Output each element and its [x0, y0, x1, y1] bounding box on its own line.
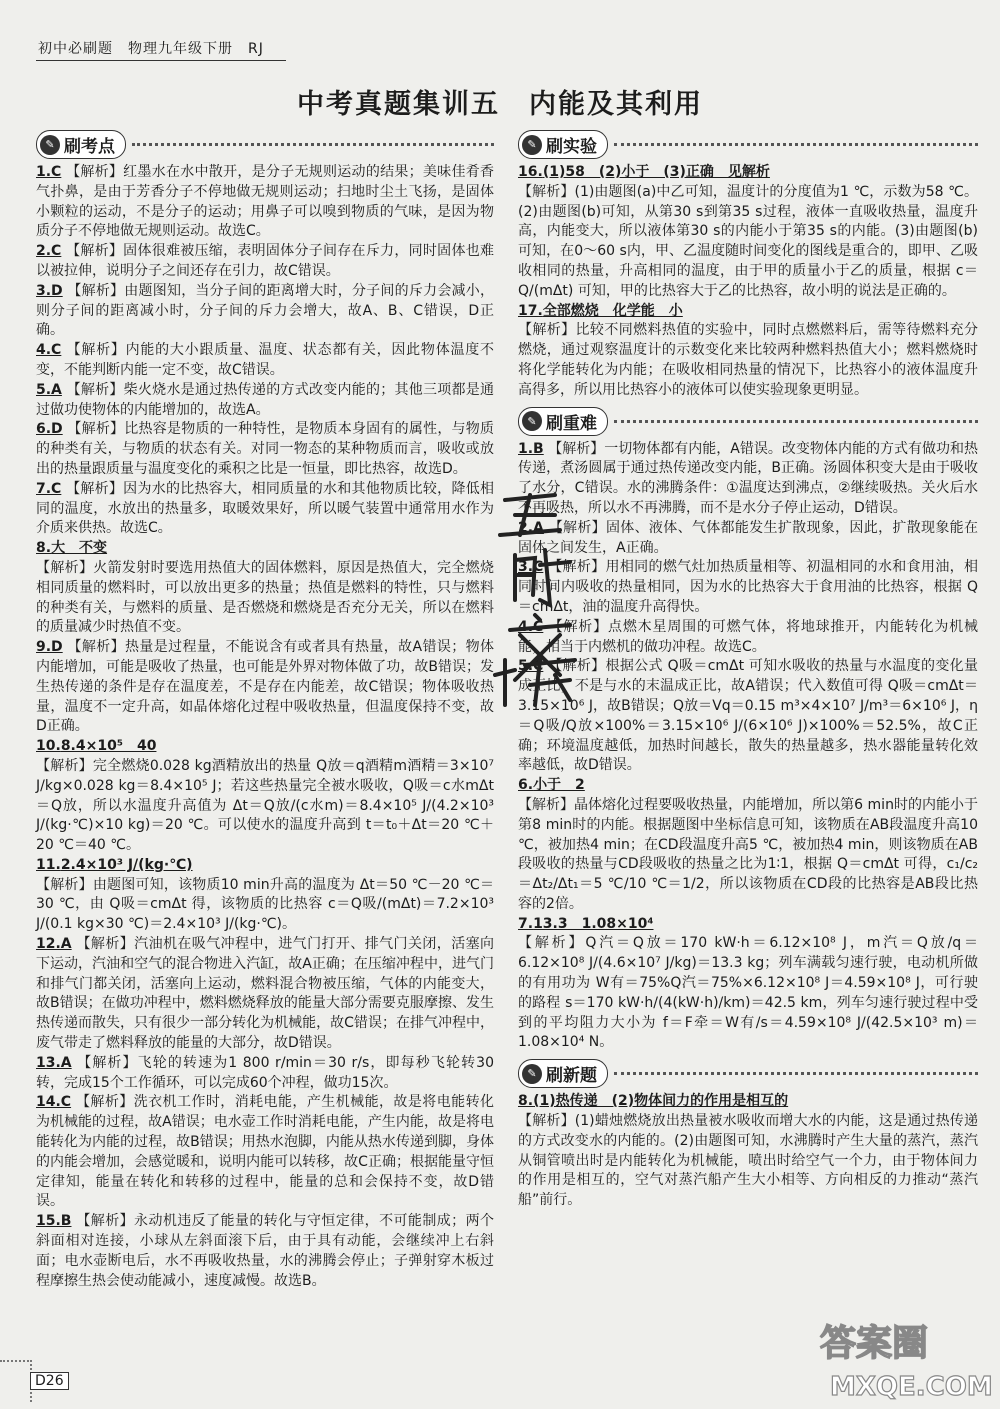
answer-item	[518, 440, 978, 519]
explanation-text: 【解析】热量是过程量，不能说含有或者具有热量，故A错误；物体内能增加，可能是吸收了热量，也可能是外界对物体做了功，故B错误；发生热传递的条件是存在温度差，不是存在内能差，故C错误；物体吸收热量，温度不一定升高，如晶体熔化过程中吸收热量，但温度保持不变，故D正确。	[36, 639, 494, 735]
explanation-text: 【解析】Q汽＝Q放＝170 kW·h＝6.12×10⁸ J，m汽＝Q放/q＝6.12×10⁸ J/(4.6×10⁷ J/kg)＝13.3 kg；列车满载匀速行驶，电动机所做的有用功为 W有＝75%Q汽＝75%×6.12×10⁸ J＝4.59×10⁸ J，可行驶的路程 s＝170 kW·h/(4(kW·h)/km)＝42.5 km，列车匀速行驶过程中受到的平均阻力大小为 f＝F牵＝W有/s＝4.59×10⁸ J/(42.5×10³ m)＝1.08×10⁴ N。	[518, 935, 978, 1051]
book-header: 初中必刷题 物理九年级下册 RJ	[38, 41, 264, 57]
explanation-text: 【解析】由题图可知，该物质10 min升高的温度为 Δt＝50 ℃－20 ℃＝30 ℃，由 Q吸＝cmΔt 得，该物质的比热容 c＝Q吸/(mΔt)＝7.2×10³ J/(0.1 kg×30 ℃)＝2.4×10³ J/(kg·℃)。	[36, 876, 494, 933]
left-column	[36, 130, 494, 1291]
question-number: 8.	[518, 1093, 534, 1110]
question-number: 8.	[36, 540, 52, 557]
page-corner-dots	[0, 1360, 32, 1402]
explanation-text: 【解析】因为水的比热容大，相同质量的水和其他物质比较，降低相同的温度，水放出的热量多，取暖效果好，所以暖气装置中通常用水作为介质来供热。故选C。	[36, 480, 495, 537]
explanation-text: 【解析】汽油机在吸气冲程中，进气门打开、排气门关闭，活塞向下运动，汽油和空气的混合物进入汽缸，故A正确；在压缩冲程中，进气门和排气门都关闭，活塞向上运动，燃料混合物被压缩，气体的内能变大，故B错误；在做功冲程中，燃料燃烧释放的能量大部分需要克服摩擦、发生热传递而散失，只有很少一部分转化为机械能，故C错误；在排气冲程中，废气带走了燃料释放的能量的大部分，故D错误。	[36, 936, 495, 1052]
answer-item	[518, 1092, 978, 1211]
section-badge	[36, 130, 126, 159]
section-title: 刷考点	[64, 137, 115, 157]
section-title: 刷新题	[546, 1066, 597, 1087]
explanation-text: 【解析】(1)蜡烛燃烧放出热量被水吸收而增大水的内能，这是通过热传递的方式改变水的内能的。(2)由题图可知，水沸腾时产生大量的蒸汽，蒸汽从铜管喷出时是内能转化为机械能，喷出时给空气一个力，由于物体间力的作用是相互的，空气对蒸汽船产生大小相等、方向相反的力推动“蒸汽船”前行。	[518, 1113, 978, 1209]
explanation-text: 【解析】根据公式 Q吸＝cmΔt 可知水吸收的热量与水温度的变化量成正比，不是与水的末温成正比，故A错误；代入数值可得 Q吸＝cmΔt＝3.15×10⁶ J，故B错误；Q放＝Vq＝0.15 m³×4×10⁷ J/m³＝6×10⁶ J，η＝Q吸/Q放×100%＝3.15×10⁶ J/(6×10⁶ J)×100%＝52.5%，故C正确；环境温度越低，加热时间越长，散失的热量越多，热水器能量转化效率越低，故D错误。	[518, 658, 978, 774]
question-number: 2.C	[36, 243, 62, 260]
answer-item	[36, 737, 494, 856]
answer-item	[36, 381, 494, 421]
section-header	[518, 1059, 978, 1088]
question-number: 16.	[518, 164, 543, 180]
brush-icon: ✎	[522, 1064, 542, 1084]
explanation-text: 【解析】一切物体都有内能，A错误。改变物体内能的方式有做功和热传递，煮汤圆属于通过热传递改变内能，B正确。汤圆体积变大是由于吸收了水分，C错误。水的沸腾条件：①温度达到沸点，②继续吸热。关火后水不再吸热，所以水不再沸腾，而不是水分子停止运动，D错误。	[518, 440, 979, 516]
answer-text: 大 不变	[51, 540, 108, 557]
answer-item	[36, 341, 494, 381]
explanation-text: 【解析】永动机违反了能量的转化与守恒定律，不可能制成；两个斜面相对连接，小球从左斜面滚下后，由于具有动能，会继续冲上右斜面；电水壶断电后，水不再吸收热量，水的沸腾会停止；子弹射穿木板过程摩擦生热会使动能减小，速度减慢。故选B。	[36, 1213, 495, 1289]
section-badge	[518, 130, 608, 159]
explanation-text: 【解析】火箭发射时要选用热值大的固体燃料，原因是热值大，完全燃烧相同质量的燃料时，可以放出更多的热量；热值是燃料的特性，只与燃料的种类有关，与燃料的质量、是否燃烧和燃烧是否充分无关，所以在燃料的质量减少时热值不变。	[36, 559, 494, 636]
brush-icon: ✎	[40, 135, 60, 155]
answer-item	[36, 420, 494, 479]
question-number: 3.C	[518, 559, 544, 576]
answer-item	[518, 302, 978, 401]
section-divider	[614, 1072, 978, 1075]
answer-item	[36, 539, 494, 638]
question-number: 7.	[518, 915, 534, 932]
section-header-kaodian	[36, 130, 494, 159]
section-divider	[614, 420, 978, 423]
answer-item	[36, 242, 494, 282]
answer-text: 13.3 1.08×10⁴	[533, 915, 654, 932]
question-number: 1.B	[518, 440, 544, 457]
question-number: 5.A	[36, 381, 62, 398]
question-number: 14.C	[36, 1094, 72, 1111]
answer-item	[36, 1093, 494, 1212]
answer-item	[36, 935, 494, 1054]
answer-item	[518, 519, 978, 559]
section-badge	[518, 1059, 608, 1088]
explanation-text: 【解析】由题图知，当分子间的距离增大时，分子间的斥力会减小，则分子间的距离减小时，分子间的斥力会增大，故A、B、C错误，D正确。	[36, 282, 495, 339]
section-badge	[518, 407, 608, 436]
question-number: 4.C	[36, 342, 62, 359]
question-number: 4.C	[518, 618, 544, 635]
question-number: 9.D	[36, 639, 63, 656]
answer-text: 2.4×10³ J/(kg·℃)	[60, 856, 193, 873]
section-title: 刷实验	[546, 137, 597, 157]
explanation-text: 【解析】柴火烧水是通过热传递的方式改变内能的；其他三项都是通过做功使物体的内能增加的，故选A。	[36, 381, 495, 418]
question-number: 6.	[518, 777, 534, 794]
svg-text:答案圈: 答案圈	[820, 1323, 929, 1364]
question-number: 12.A	[36, 936, 72, 953]
question-number: 2.A	[518, 519, 544, 536]
section-divider	[132, 143, 494, 146]
answer-item	[36, 638, 494, 737]
answer-item	[518, 657, 978, 776]
right-sections	[518, 130, 978, 1211]
question-number: 5.C	[518, 658, 544, 675]
answer-item	[36, 163, 494, 242]
header-underline	[36, 60, 286, 61]
section-divider	[614, 143, 978, 146]
answer-item	[518, 915, 978, 1054]
question-number: 15.B	[36, 1213, 72, 1230]
explanation-text: 【解析】固体、液体、气体都能发生扩散现象，因此，扩散现象能在固体之间发生，A正确。	[518, 519, 979, 556]
brush-icon: ✎	[522, 411, 542, 431]
answer-text: 全部燃烧 化学能 小	[542, 302, 683, 319]
answer-item	[36, 282, 494, 341]
explanation-text: 【解析】洗衣机工作时，消耗电能，产生机械能，故是将电能转化为机械能的过程，故A错误；电水壶工作时消耗电能，产生内能，故是将电能转化为内能的过程，故B错误；用热水泡脚，内能从热水传递到脚，身体的内能会增加，会感觉暖和，说明内能可以转移，故C正确；根据能量守恒定律知，能量在转化和转移的过程中，能量的总和会保持不变，故D错误。	[36, 1094, 495, 1210]
answer-text: (1)58 (2)小于 (3)正确 见解析	[542, 164, 770, 180]
answer-text: (1)热传递 (2)物体间力的作用是相互的	[533, 1093, 789, 1110]
answer-list	[36, 163, 494, 1291]
explanation-text: 【解析】点燃木星周围的可燃气体，将地球推开，内能转化为机械能，相当于内燃机的做功冲程。故选C。	[518, 618, 979, 655]
answer-item	[518, 618, 978, 658]
answer-item	[518, 558, 978, 617]
question-number: 1.C	[36, 164, 62, 180]
answer-item	[518, 776, 978, 915]
explanation-text: 【解析】内能的大小跟质量、温度、状态都有关，因此物体温度不变，不能判断内能一定不变，故C错误。	[36, 342, 494, 378]
explanation-text: 【解析】飞轮的转速为1 800 r/min＝30 r/s，即每秒飞轮转30转，完成15个工作循环，可以完成60个冲程，做功15次。	[36, 1054, 494, 1091]
brush-icon: ✎	[522, 135, 542, 155]
question-number: 10.	[36, 738, 61, 755]
explanation-text: 【解析】红墨水在水中散开，是分子无规则运动的结果；美味佳肴香气扑鼻，是由于芳香分子不停地做无规则运动；扫地时尘土飞扬，是固体小颗粒的运动，不是分子的运动；用鼻子可以嗅到物质的气味，是因为物质分子不停地做无规则运动。故选C。	[36, 164, 495, 240]
answer-item	[518, 163, 978, 302]
question-number: 11.	[36, 856, 61, 873]
answer-item	[36, 856, 494, 935]
explanation-text: 【解析】完全燃烧0.028 kg酒精放出的热量 Q放＝q酒精m酒精＝3×10⁷ J/kg×0.028 kg＝8.4×10⁵ J；若这些热量完全被水吸收，Q吸＝c水mΔt＝Q放，所以水温度升高值为 Δt＝Q放/(c水m)＝8.4×10⁵ J/(4.2×10³ J/(kg·℃)×10 kg)＝20 ℃。可以使水的温度升高到 t＝t₀＋Δt＝20 ℃＋20 ℃＝40 ℃。	[36, 757, 494, 854]
question-number: 13.A	[36, 1054, 72, 1071]
question-number: 7.C	[36, 480, 62, 497]
answer-text: 8.4×10⁵ 40	[60, 738, 157, 755]
section-header	[518, 407, 978, 436]
answer-item	[36, 480, 494, 539]
answer-item	[36, 1054, 494, 1094]
question-number: 6.D	[36, 421, 63, 438]
explanation-text: 【解析】用相同的燃气灶加热质量相等、初温相同的水和食用油，相同时间内吸收的热量相同，因为水的比热容大于食用油的比热容，根据 Q＝cmΔt，油的温度升高得快。	[518, 559, 979, 615]
question-number: 3.D	[36, 282, 63, 299]
answer-text: 小于 2	[533, 777, 585, 794]
question-number: 17.	[518, 302, 543, 319]
section-header	[518, 130, 978, 159]
watermark-logo	[810, 1310, 995, 1405]
explanation-text: 【解析】固体很难被压缩，表明固体分子间存在斥力，同时固体也难以被拉伸，说明分子之间还存在引力，故C错误。	[36, 243, 495, 279]
explanation-text: 【解析】比较不同燃料热值的实验中，同时点燃燃料后，需等待燃料充分燃烧，通过观察温度计的示数变化来比较两种燃料热值大小；燃料燃烧时将化学能转化为内能；在吸收相同热量的情况下，比热容小的液体温度升高得多，所以用比热容小的液体可以使实验现象更明显。	[518, 322, 978, 398]
page-number: D26	[30, 1372, 69, 1390]
section-title: 刷重难	[546, 413, 597, 434]
page-title: 中考真题集训五 内能及其利用	[297, 89, 703, 120]
explanation-text: 【解析】(1)由题图(a)中乙可知，温度计的分度值为1 ℃，示数为58 ℃。(2)由题图(b)可知，从第30 s到第35 s过程，液体一直吸收热量，温度升高，内能变大，所以液体第30 s的内能小于第35 s的内能。(3)由题图(b)可知，在0～60 s内，甲、乙温度随时间变化的图线是重合的，即甲、乙吸收相同的热量，升高相同的温度，由于甲的质量小于乙的质量，根据 c＝Q/(mΔt) 可知，甲的比热容大于乙的比热容，故小明的说法是正确的。	[518, 183, 978, 299]
answer-item	[36, 1212, 494, 1291]
right-column	[518, 130, 978, 1211]
explanation-text: 【解析】晶体熔化过程要吸收热量，内能增加，所以第6 min时的内能小于第8 min时的内能。根据题图中坐标信息可知，该物质在AB段温度升高10 ℃，被加热4 min；在CD段温度升高5 ℃，被加热4 min，则该物质在AB段吸收的热量与CD段吸收的热量之比为1∶1，根据 Q＝cmΔt 可得，c₁/c₂＝Δt₂/Δt₁＝5 ℃/10 ℃＝1/2，所以该物质在CD段的比热容是AB段比热容的2倍。	[518, 796, 978, 912]
explanation-text: 【解析】比热容是物质的一种特性，是物质本身固有的属性，与物质的种类有关，与物质的状态有关。对同一物态的某种物质而言，吸收或放出的热量跟质量与温度变化的乘积之比是一恒量，即比热容，故选D。	[36, 421, 495, 477]
svg-text:MXQE.COM: MXQE.COM	[830, 1372, 993, 1402]
